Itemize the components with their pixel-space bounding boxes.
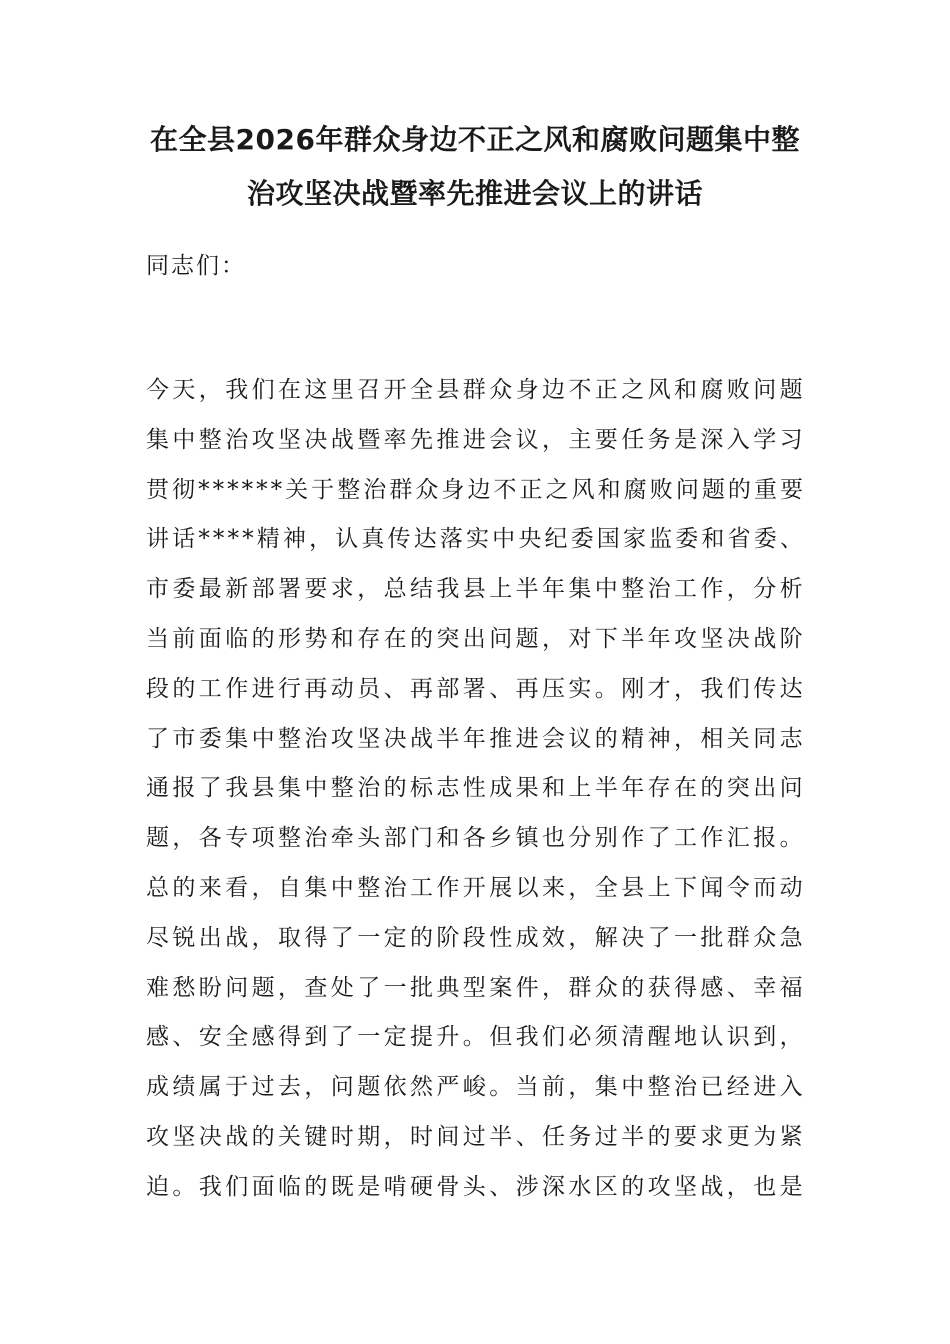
title-line-1: 在全县2026年群众身边不正之风和腐败问题集中整 [150, 123, 800, 156]
body-line: 市委最新部署要求，总结我县上半年集中整治工作，分析 [146, 576, 806, 603]
title-line-2: 治攻坚决战暨率先推进会议上的讲话 [246, 177, 703, 210]
body-line: 贯彻******关于整治群众身边不正之风和腐败问题的重要 [146, 476, 806, 503]
body-line: 通报了我县集中整治的标志性成果和上半年存在的突出问 [146, 775, 806, 802]
body-line: 段的工作进行再动员、再部署、再压实。刚才，我们传达 [146, 675, 806, 702]
body-line: 了市委集中整治攻坚决战半年推进会议的精神，相关同志 [146, 725, 806, 752]
body-line: 尽锐出战，取得了一定的阶段性成效，解决了一批群众急 [146, 924, 806, 951]
body-line: 感、安全感得到了一定提升。但我们必须清醒地认识到， [146, 1024, 806, 1051]
body-line: 迫。我们面临的既是啃硬骨头、涉深水区的攻坚战，也是 [146, 1173, 806, 1200]
salutation: 同志们： [146, 253, 246, 279]
body-line: 难愁盼问题，查处了一批典型案件，群众的获得感、幸福 [146, 974, 806, 1001]
body-line: 当前面临的形势和存在的突出问题，对下半年攻坚决战阶 [146, 625, 806, 652]
body-paragraph [146, 366, 806, 1213]
body-line: 今天，我们在这里召开全县群众身边不正之风和腐败问题 [146, 377, 806, 403]
body-line: 攻坚决战的关键时期，时间过半、任务过半的要求更为紧 [146, 1123, 806, 1150]
body-line: 成绩属于过去，问题依然严峻。当前，集中整治已经进入 [146, 1074, 806, 1101]
body-line: 集中整治攻坚决战暨率先推进会议，主要任务是深入学习 [146, 426, 806, 453]
body-line: 讲话****精神，认真传达落实中央纪委国家监委和省委、 [146, 526, 806, 553]
body-line: 总的来看，自集中整治工作开展以来，全县上下闻令而动 [146, 874, 806, 901]
body-line: 题，各专项整治牵头部门和各乡镇也分别作了工作汇报。 [146, 825, 806, 852]
document-title [120, 113, 830, 221]
